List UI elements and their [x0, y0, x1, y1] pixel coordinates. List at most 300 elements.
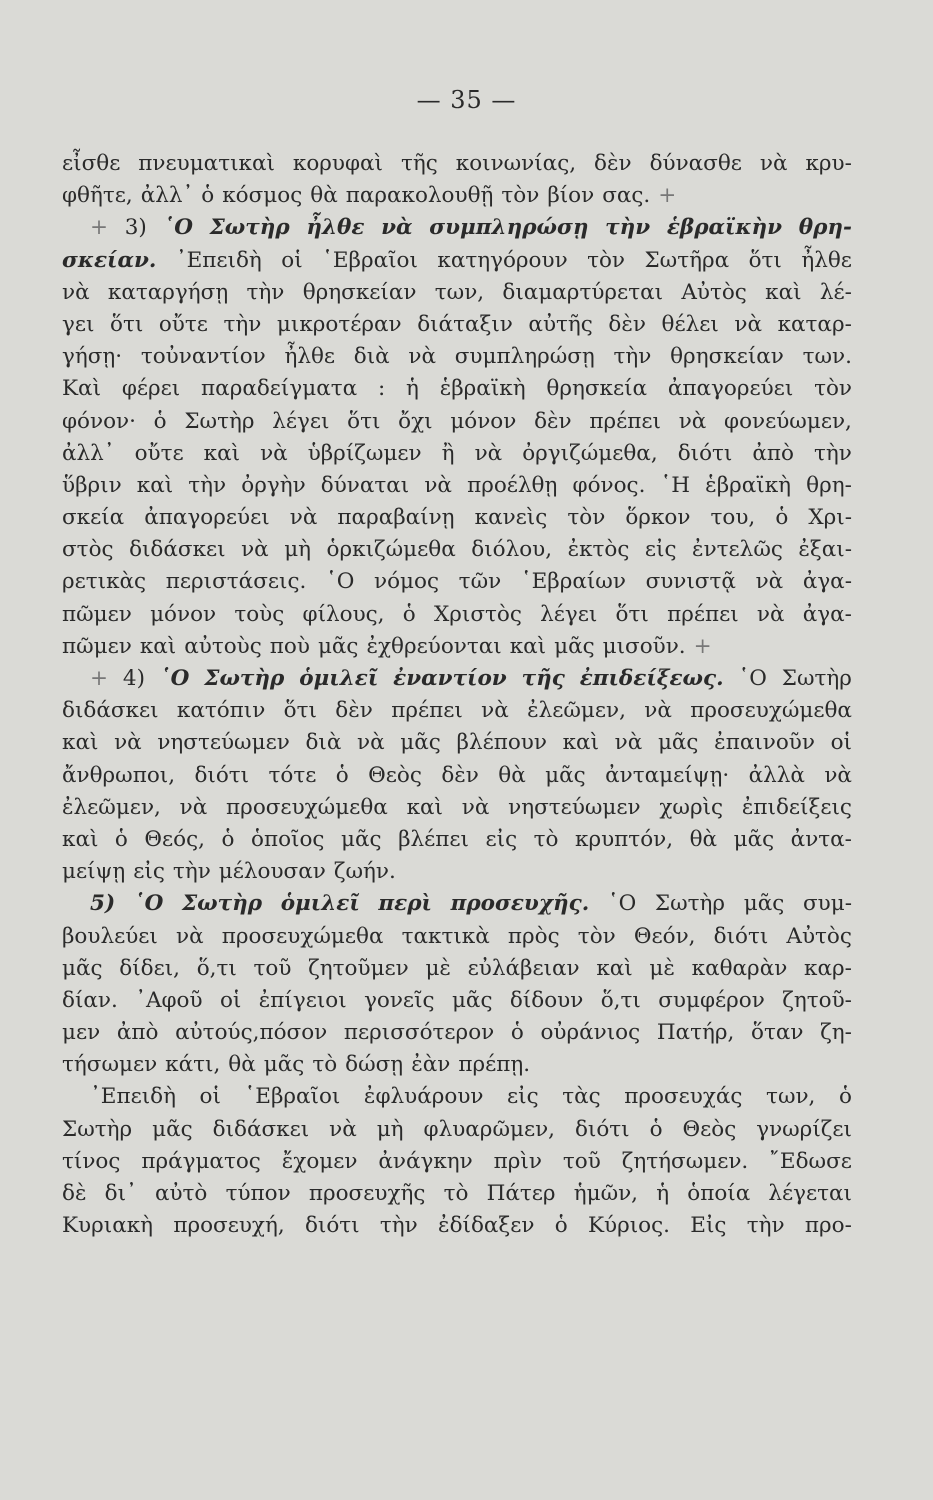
word: ἀνάγκην	[378, 1148, 473, 1174]
word: λέγει	[272, 408, 330, 434]
word: φλυαρῶμεν,	[423, 1116, 555, 1142]
word: διδάσκει	[212, 1116, 310, 1142]
word: συμπληρώσῃ	[429, 215, 589, 241]
word: του,	[710, 505, 756, 531]
word: διόλου,	[471, 537, 553, 563]
word: Θεόν,	[633, 923, 696, 949]
word: μὲ	[425, 955, 451, 981]
word: νὰ	[241, 537, 269, 563]
word: θρη-	[798, 215, 852, 241]
word: των,	[434, 279, 485, 305]
word: ἀνταμείψῃ·	[605, 762, 730, 788]
word: ἐπίγειοι	[258, 987, 347, 1013]
word: δι᾽	[104, 1181, 137, 1206]
word: προσευχῆς	[308, 1181, 426, 1206]
word: τὸν	[501, 183, 540, 209]
text-line	[62, 985, 852, 1017]
word: θρησκείαν	[670, 344, 784, 370]
word: πνευματικαὶ	[138, 151, 275, 176]
text-line	[62, 792, 852, 824]
word: μᾶς	[657, 730, 699, 756]
word: θὰ	[228, 1052, 256, 1078]
word: δὲν	[608, 311, 646, 337]
text-line	[62, 663, 852, 695]
word: οἱ	[281, 247, 303, 273]
word: νὰ	[759, 151, 788, 176]
word: +	[90, 215, 109, 241]
word: ῾Εβραῖοι	[244, 1084, 341, 1110]
word: φίλους,	[302, 601, 385, 627]
word: των.	[802, 344, 852, 370]
word: ἐχθρεύονται	[366, 633, 502, 659]
word: οὔτε	[134, 440, 184, 466]
word: παραδείγματα	[201, 376, 358, 402]
word: καὶ	[139, 633, 177, 659]
word: τὴν	[172, 859, 211, 885]
text-line	[62, 566, 852, 598]
word: σας.	[602, 183, 651, 209]
word: τὴν	[379, 1213, 418, 1239]
word: ἐναντίον	[393, 666, 507, 691]
text-line	[62, 921, 852, 953]
word: ῾Ο	[325, 569, 355, 595]
word: ῾Ο	[738, 666, 767, 691]
word: ὅτι	[347, 408, 381, 434]
word: ἀλλ᾽	[62, 440, 115, 466]
word: τῶν	[458, 569, 502, 595]
word: ἑβραϊκὴν	[666, 215, 783, 241]
word: καρ-	[804, 955, 852, 981]
word: ἐπαινοῦν	[714, 730, 815, 756]
word: τὴν	[605, 215, 651, 241]
word: μᾶς	[62, 955, 103, 981]
word: τὸ	[443, 1181, 469, 1206]
word: ὁμιλεῖ	[299, 666, 379, 691]
word: οἱ	[219, 987, 242, 1013]
word: τότε	[268, 762, 317, 788]
word: ῾Ο	[607, 891, 637, 917]
word: ἐπιδείξεις	[741, 794, 852, 820]
word: ἢ	[441, 440, 455, 466]
word: καὶ	[596, 955, 633, 981]
word: εἰς	[507, 1084, 539, 1110]
word: ἐξαι-	[798, 537, 852, 563]
word: νὰ	[62, 279, 90, 305]
word: πρὸς	[507, 923, 560, 949]
word: Σωτὴρ	[781, 666, 852, 691]
word: ῾Η	[660, 472, 691, 498]
word: νὰ	[756, 601, 785, 627]
word: τὴν	[246, 279, 285, 305]
word: θρησκεία	[546, 376, 648, 402]
body-text	[62, 148, 852, 1242]
word: θέλει	[661, 311, 719, 337]
word: νὰ	[357, 730, 385, 756]
word: διαμαρτύρεται	[502, 279, 664, 305]
text-line	[62, 534, 852, 566]
word: νὰ	[824, 762, 852, 788]
word: κόσμος	[222, 183, 303, 209]
word: δίδει,	[119, 955, 180, 981]
text-line	[62, 309, 852, 341]
word: Σωτὴρ	[204, 666, 285, 691]
word: καθαρὰν	[691, 955, 788, 981]
word: διότι	[574, 1116, 630, 1142]
word: τύπον	[225, 1181, 291, 1206]
text-line	[62, 760, 852, 792]
word: δίδουν	[509, 987, 584, 1013]
word: κατόπιν	[176, 698, 266, 724]
word: φόνον·	[62, 408, 136, 434]
word: τὸν	[587, 247, 626, 273]
text-line	[62, 406, 852, 438]
word: ἀπὸ	[752, 440, 794, 466]
word: ὅτι	[283, 698, 317, 724]
word: μόνον	[150, 601, 217, 627]
word: τὸν	[814, 376, 852, 402]
word: ἦλθε	[284, 344, 336, 370]
word: ᾽Επειδὴ	[90, 1084, 176, 1110]
word: δὲν	[441, 762, 479, 788]
word: ὁ	[838, 1084, 852, 1110]
word: καταργήσῃ	[107, 279, 229, 305]
word: συμπληρώσῃ	[454, 344, 595, 370]
word: κρυ-	[805, 151, 852, 176]
word: ἀλλὰ	[748, 762, 805, 788]
word: τήσωμεν	[62, 1052, 158, 1078]
word: περὶ	[378, 891, 432, 917]
word: εἰς	[644, 537, 677, 563]
word: καὶ	[62, 826, 99, 852]
word: μείψῃ	[62, 859, 126, 885]
word: ἡ	[406, 376, 419, 402]
word: ῾Ο	[163, 215, 193, 241]
word: Καὶ	[62, 376, 102, 402]
word: δίαν.	[62, 987, 118, 1013]
word: ὅ,τι	[600, 987, 641, 1013]
text-line	[62, 953, 852, 985]
word: τοῦ	[253, 955, 292, 981]
word: ῾Ο	[159, 666, 190, 691]
word: ὑβρίζωμεν	[307, 440, 422, 466]
word: πρέπῃ.	[458, 1052, 531, 1078]
word: λέγει	[540, 601, 598, 627]
word: μισοῦν.	[602, 633, 686, 659]
word: δὲν	[534, 408, 572, 434]
word: μικροτέραν	[276, 311, 402, 337]
text-line	[62, 341, 852, 373]
word: γονεῖς	[364, 987, 435, 1013]
word: στὸς	[62, 537, 114, 563]
word: διὰ	[353, 344, 390, 370]
word: ἦλθε	[801, 247, 852, 273]
text-line	[62, 1081, 852, 1113]
word: ζητοῦ-	[782, 987, 852, 1013]
word: Σωτὴρ	[181, 891, 263, 917]
word: νὰ	[329, 1116, 357, 1142]
text-line	[62, 631, 852, 663]
word: σκεία	[62, 505, 125, 531]
word: τὸν	[577, 923, 616, 949]
word: τοὐναντίον	[140, 344, 266, 370]
word: ὁ	[114, 826, 128, 852]
word: φέρει	[121, 376, 181, 402]
word: Αὐτὸς	[681, 279, 747, 305]
word: λέγεται	[768, 1181, 852, 1206]
word: φόνος.	[572, 472, 646, 498]
word: γει	[62, 311, 95, 337]
word: ὅτι	[110, 311, 144, 337]
word: δύνασθε	[649, 151, 742, 176]
word: νὰ	[179, 794, 208, 820]
text-line	[62, 277, 852, 309]
word: ἀντα-	[790, 826, 852, 852]
word: καὶ	[406, 794, 443, 820]
word: καταρ-	[777, 311, 852, 337]
word: διότι	[194, 762, 250, 788]
word: πρέπει	[391, 698, 463, 724]
word: ὀργιζώμεθα,	[522, 440, 658, 466]
word: θὰ	[689, 826, 718, 852]
word: μᾶς	[545, 762, 586, 788]
word: ὁ	[510, 1020, 524, 1046]
text-line	[62, 599, 852, 631]
word: ἐὰν	[411, 1052, 451, 1078]
word: ὁποία	[687, 1181, 751, 1206]
word: τακτικὰ	[401, 923, 490, 949]
word: +	[90, 666, 109, 691]
text-line	[62, 212, 852, 244]
word: μόνον	[450, 408, 517, 434]
word: ὅταν	[751, 1020, 804, 1046]
word: Θεὸς	[682, 1116, 737, 1142]
word: ἑβραϊκὴ	[705, 472, 792, 498]
text-line	[62, 373, 852, 405]
word: μὴ	[284, 537, 312, 563]
word: τὰς	[562, 1084, 601, 1110]
word: νὰ	[614, 730, 643, 756]
word: κανεὶς	[474, 505, 548, 531]
word: βλέπουν	[456, 730, 547, 756]
word: προσευχάς	[624, 1084, 743, 1110]
word: διότι	[677, 440, 733, 466]
word: νόμος	[374, 569, 440, 595]
word: Πατήρ,	[656, 1020, 735, 1046]
word: ἐδίδαξεν	[438, 1213, 535, 1239]
word: καὶ	[765, 279, 802, 305]
word: ἡ	[656, 1181, 670, 1206]
word: κατηγόρουν	[437, 247, 568, 273]
word: φθῆτε,	[62, 183, 133, 209]
word: καὶ	[509, 633, 547, 659]
word: νὰ	[114, 730, 142, 756]
word: αὐτὸ	[154, 1181, 208, 1206]
word: ἐκτὸς	[567, 537, 630, 563]
word: Σωτὴρ	[209, 215, 290, 241]
word: περιστάσεις.	[165, 569, 307, 595]
word: παρακολουθῇ	[345, 183, 494, 209]
word: των,	[766, 1084, 816, 1110]
word: τοὺς	[234, 601, 285, 627]
word: βλέπει	[398, 826, 469, 852]
word: ἐλεῶμεν,	[62, 794, 161, 820]
word: ὕβριν	[62, 472, 122, 498]
word: 3)	[124, 215, 147, 241]
word: ἀγα-	[802, 569, 852, 595]
word: διότι	[304, 1213, 360, 1239]
word: νὰ	[289, 505, 318, 531]
word: ἄνθρωποι,	[62, 762, 176, 788]
word: καὶ	[562, 730, 599, 756]
word: νὰ	[461, 794, 490, 820]
word: πράγματος	[141, 1148, 261, 1174]
word: ἀγα-	[802, 601, 852, 627]
word: καὶ	[203, 440, 241, 466]
word: Χρι-	[808, 505, 852, 531]
word: τὴν	[746, 1213, 785, 1239]
word: ῾Ο	[133, 891, 164, 917]
text-line	[62, 180, 852, 212]
word: ὁποῖος	[251, 826, 325, 852]
word: δώσῃ	[345, 1052, 404, 1078]
word: μᾶς	[733, 826, 775, 852]
word: ρετικὰς	[62, 569, 147, 595]
text-line	[62, 1017, 852, 1049]
word: νὰ	[644, 698, 672, 724]
word: διὰ	[305, 730, 342, 756]
word: μὴ	[376, 1116, 404, 1142]
word: οἱ	[830, 730, 852, 756]
word: τίνος	[62, 1148, 121, 1174]
word: νηστεύωμεν	[157, 730, 290, 756]
word: νὰ	[381, 215, 413, 241]
word: ζωήν.	[333, 859, 396, 885]
word: τοῦ	[562, 1148, 601, 1174]
text-line	[62, 1178, 852, 1210]
word: μᾶς	[451, 987, 493, 1013]
word: λέ-	[819, 279, 852, 305]
word: Κυριακὴ	[62, 1213, 154, 1239]
word: ἐλεῶμεν,	[527, 698, 626, 724]
word: θὰ	[310, 183, 338, 209]
word: :	[377, 376, 386, 402]
word: διδάσκει	[62, 698, 159, 724]
word: ἐντελῶς	[692, 537, 783, 563]
word: πρέπει	[589, 408, 661, 434]
word: βίον	[547, 183, 595, 209]
word: νὰ	[755, 569, 784, 595]
word: νηστεύωμεν	[508, 794, 641, 820]
word: τὴν	[188, 472, 227, 498]
word: μεν	[62, 1020, 101, 1046]
word: ὅτι	[748, 247, 782, 273]
word: δὲν	[335, 698, 373, 724]
word: τὸ	[312, 1052, 338, 1078]
word: ποὺ	[269, 633, 310, 659]
word: αὐτούς,πόσον	[175, 1020, 328, 1046]
text-line	[62, 824, 852, 856]
word: ᾽Αφοῦ	[135, 987, 203, 1013]
word: νὰ	[176, 923, 204, 949]
word: θὰ	[498, 762, 526, 788]
word: διότι	[713, 923, 769, 949]
word: μᾶς	[340, 826, 382, 852]
text-line	[62, 727, 852, 759]
word: Εἰς	[690, 1213, 727, 1239]
word: ὁρκιζώμεθα	[326, 537, 456, 563]
word: προσευχῆς.	[450, 891, 590, 917]
word: νὰ	[474, 440, 503, 466]
word: ἐπιδείξεως.	[579, 666, 724, 691]
word: ὁ	[335, 762, 349, 788]
word: δὲν	[594, 151, 632, 176]
word: καὶ	[136, 472, 174, 498]
word: πρὶν	[493, 1148, 542, 1174]
word: ῎Εδωσε	[769, 1148, 852, 1174]
word: ζη-	[820, 1020, 852, 1046]
word: ζητήσωμεν.	[621, 1148, 749, 1174]
word: προσευχή,	[173, 1213, 285, 1239]
word: μᾶς	[152, 1116, 193, 1142]
word: τῆς	[521, 666, 565, 691]
word: 5)	[90, 891, 116, 917]
word: ὁ	[153, 408, 167, 434]
word: Σωτῆρα	[644, 247, 730, 273]
word: συνιστᾷ	[645, 569, 736, 595]
word: προέλθῃ	[467, 472, 558, 498]
word: Χριστὸς	[433, 601, 522, 627]
word: Κύριος.	[587, 1213, 671, 1239]
word: ὀργὴν	[241, 472, 306, 498]
word: μέλουσαν	[218, 859, 326, 885]
word: οἱ	[199, 1084, 221, 1110]
text-line	[62, 470, 852, 502]
word: προ-	[804, 1213, 852, 1239]
word: ἡμῶν,	[573, 1181, 639, 1206]
text-line	[62, 1146, 852, 1178]
word: τὸ	[533, 826, 559, 852]
text-line	[62, 1114, 852, 1146]
word: ὁ	[221, 826, 235, 852]
word: Θεός,	[144, 826, 205, 852]
text-line	[62, 1210, 852, 1242]
word: ὅρκον	[625, 505, 691, 531]
word: θρησκείαν	[302, 279, 417, 305]
word: διδάσκει	[129, 537, 226, 563]
text-line	[62, 888, 852, 920]
word: ὁ	[775, 505, 789, 531]
word: ῾Εβραίων	[520, 569, 626, 595]
word: ἐφλυάρουν	[363, 1084, 484, 1110]
word: ὁ	[649, 1116, 663, 1142]
word: ὁ	[201, 183, 215, 209]
word: νὰ	[408, 344, 436, 370]
text-line	[62, 1049, 852, 1081]
word: γνωρίζει	[756, 1116, 852, 1142]
word: προσευχώμεθα	[221, 923, 384, 949]
word: προσευχώμεθα	[226, 794, 388, 820]
word: ἀπαγορεύει	[667, 376, 794, 402]
word: θρη-	[806, 472, 852, 498]
word: ὄχι	[398, 408, 433, 434]
word: νὰ	[481, 698, 509, 724]
word: Πάτερ	[486, 1181, 556, 1206]
text-line	[62, 245, 852, 277]
word: φονεύωμεν,	[724, 408, 852, 434]
word: προσευχώμεθα	[690, 698, 852, 724]
word: πρέπει	[667, 601, 739, 627]
word: μᾶς	[554, 633, 595, 659]
